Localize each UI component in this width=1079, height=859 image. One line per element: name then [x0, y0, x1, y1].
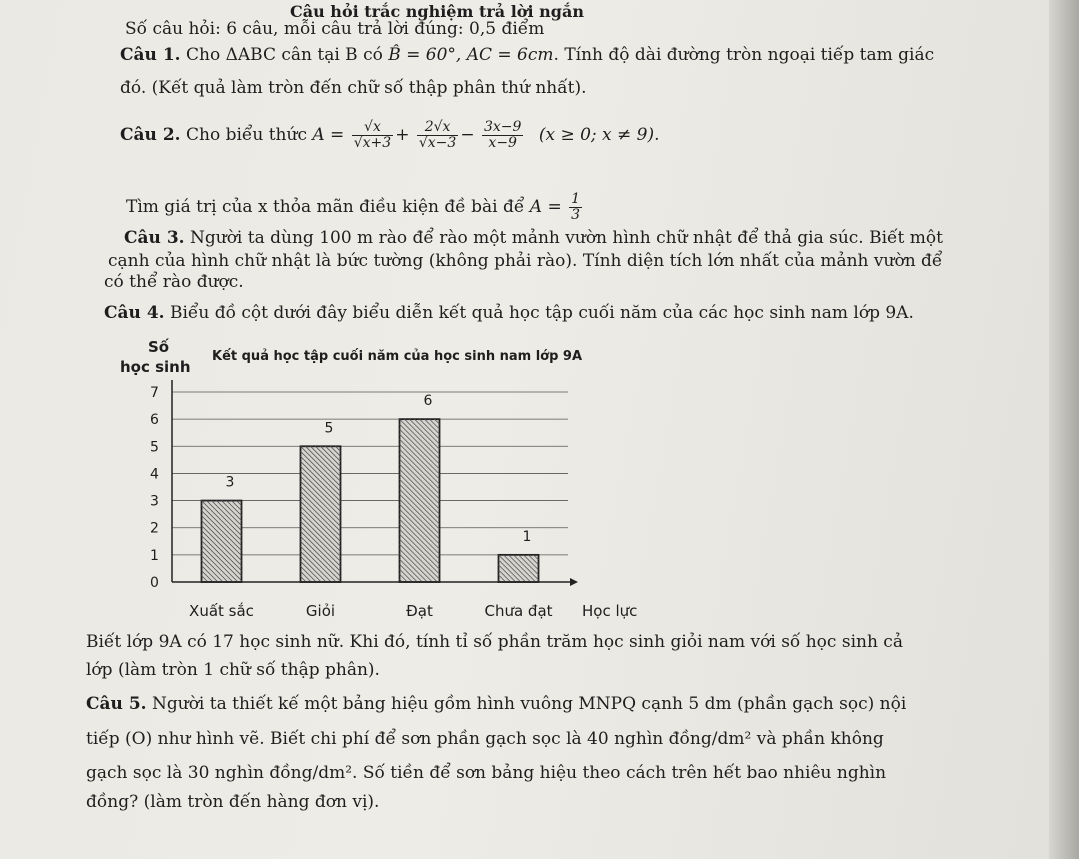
q5-label: Câu 5. [86, 694, 147, 714]
q3-line-1 [124, 228, 943, 248]
q1-line-1 [120, 45, 934, 65]
x-tick-label: Đạt [406, 602, 433, 620]
q2-eq-fraction: $\frac{1}{3}$ [571, 191, 581, 223]
y-tick-label: 5 [150, 439, 159, 456]
q3-text-1: Người ta dùng 100 m rào để rào một mảnh vườn hình chữ nhật để thả gia súc. Biết một [189, 228, 943, 248]
bar-chart [100, 330, 660, 630]
q1-line-2: đó. (Kết quả làm tròn đến chữ số thập phân thứ nhất). [120, 78, 587, 98]
x-tick-label: Giỏi [305, 602, 336, 620]
q4-after-2: lớp (làm tròn 1 chữ số thập phân). [86, 660, 380, 680]
q2-fraction-1: $\frac{√x}{√x+3}$ [353, 119, 392, 151]
q2-label: Câu 2. [120, 125, 181, 145]
q1-text-a: Cho ΔABC cân tại B có [185, 45, 383, 65]
y-tick-label: 4 [150, 466, 159, 483]
q4-line-1 [104, 303, 914, 323]
y-tick-label: 2 [150, 520, 159, 537]
info-line: Số câu hỏi: 6 câu, mỗi câu trả lời đúng: 0,5 điểm [125, 19, 545, 39]
q2-line-2 [126, 192, 584, 223]
q1-math: B̂ = 60°, AC = 6cm [388, 45, 554, 65]
y-tick-label: 6 [150, 412, 159, 429]
q4-label: Câu 4. [104, 303, 165, 323]
q5-line-3: gạch sọc là 30 nghìn đồng/dm². Số tiền để sơn bảng hiệu theo cách trên hết bao nhiêu nghìn [86, 763, 887, 783]
q2-text-b: Tìm giá trị của x thỏa mãn điều kiện đề bài để [126, 197, 525, 217]
x-axis-arrow [570, 578, 578, 586]
chart-ylabel-1: Số [148, 338, 170, 356]
y-tick-label: 0 [150, 575, 159, 591]
q2-lhs: A = [312, 125, 345, 145]
x-tick-label: Chưa đạt [484, 602, 553, 620]
q4-after-1: Biết lớp 9A có 17 học sinh nữ. Khi đó, tính tỉ số phần trăm học sinh giỏi nam với số học sinh cả [86, 632, 903, 652]
x-tick-label: Xuất sắc [189, 602, 254, 620]
q2-condition: (x ≥ 0; x ≠ 9). [538, 125, 660, 145]
q2-line-1: Câu 2. Cho biểu thức A = $\frac{√x}{√x+3}$ + $\frac{2√x}{√x-3}$ − $\frac{3x-9}{x-9}$ (x ≥ 0; x ≠ 9). [120, 119, 660, 151]
q2-eq: A = [529, 197, 562, 217]
q4-text: Biểu đồ cột dưới đây biểu diễn kết quả học tập cuối năm của các học sinh nam lớp 9A. [169, 303, 914, 323]
chart-xlabel: Học lực [582, 602, 638, 620]
bar-value-label: 5 [324, 420, 334, 437]
chart-ylabel-2: học sinh [120, 358, 191, 376]
q1-text-b: . Tính độ dài đường tròn ngoại tiếp tam giác [553, 45, 935, 65]
section-title: Câu hỏi trắc nghiệm trả lời ngắn [290, 2, 584, 21]
y-tick-label: 3 [150, 493, 159, 510]
y-tick-label: 7 [150, 385, 159, 401]
q5-line-4: đồng? (làm tròn đến hàng đơn vị). [86, 792, 380, 812]
q3-line-2: cạnh của hình chữ nhật là bức tường (không phải rào). Tính diện tích lớn nhất của mảnh vườn để [108, 251, 943, 271]
bar-value-label: 6 [423, 393, 433, 410]
q2-fraction-3: $\frac{3x-9}{x-9}$ [483, 119, 522, 151]
bar-value-label: 1 [522, 528, 532, 545]
q2-text-a: Cho biểu thức [185, 125, 307, 145]
q3-label: Câu 3. [124, 228, 185, 248]
q1-label: Câu 1. [120, 45, 181, 65]
q3-line-3: có thể rào được. [104, 272, 244, 292]
y-tick-label: 1 [150, 547, 159, 564]
q5-line-2: tiếp (O) như hình vẽ. Biết chi phí để sơn phần gạch sọc là 40 nghìn đồng/dm² và phần không [86, 729, 884, 749]
q5-text-1: Người ta thiết kế một bảng hiệu gồm hình vuông MNPQ cạnh 5 dm (phần gạch sọc) nội [151, 694, 907, 714]
page-edge-shadow [1049, 0, 1079, 859]
chart-title: Kết quả học tập cuối năm của học sinh nam lớp 9A [212, 349, 583, 364]
q2-fraction-2: $\frac{2√x}{√x-3}$ [418, 119, 457, 151]
q5-line-1 [86, 694, 906, 714]
bar-value-label: 3 [225, 474, 235, 491]
